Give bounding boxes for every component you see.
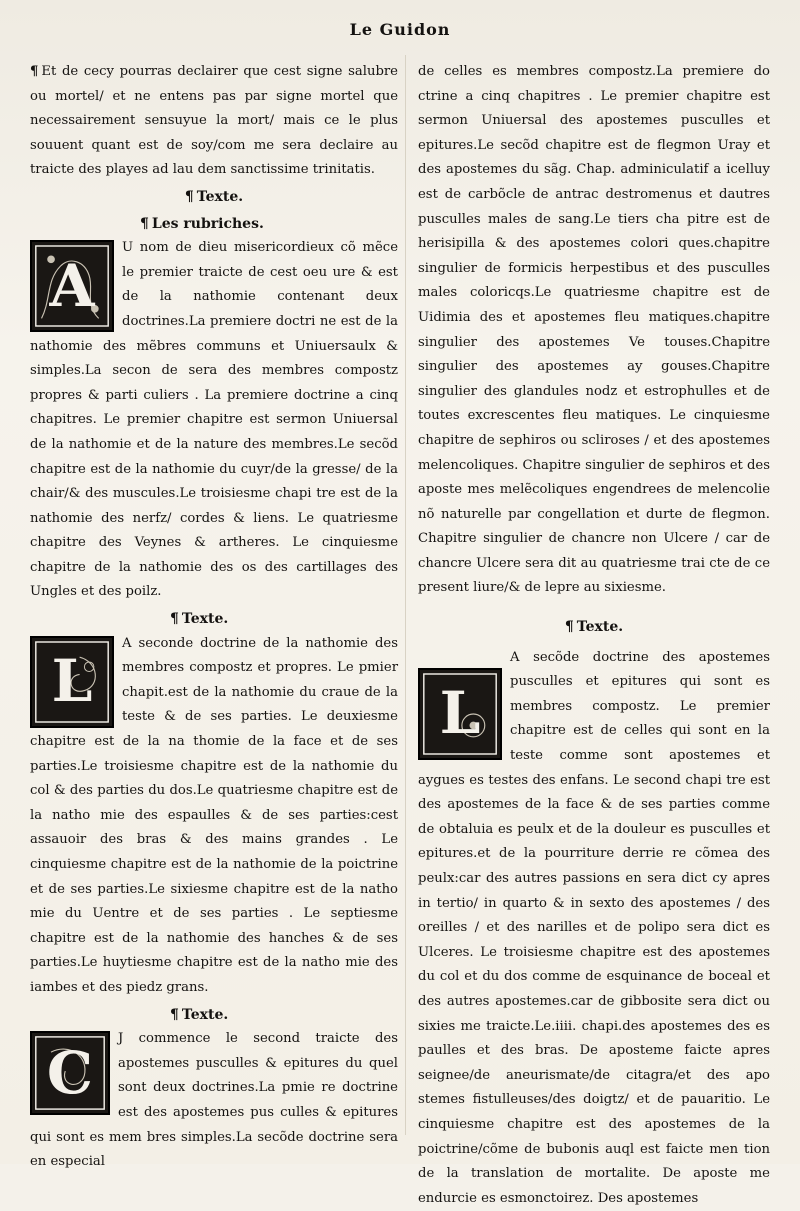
initial-letter: C: [46, 1038, 94, 1107]
initial-letter: L: [51, 647, 93, 716]
initial-letter: L: [439, 679, 481, 748]
left-heading-texte-1: [30, 185, 398, 210]
pilcrow-icon: ¶: [564, 619, 574, 636]
pilcrow-icon: ¶: [140, 215, 149, 232]
running-title: Le Guidon: [349, 20, 451, 39]
woodcut-initial-l-right: [418, 668, 502, 760]
woodcut-initial-a: [30, 240, 114, 332]
left-column: [30, 60, 398, 1175]
right-column: [418, 60, 770, 1211]
heading-text: Les rubriches.: [151, 215, 264, 232]
woodcut-initial-c: [30, 1031, 110, 1115]
right-paragraph-2: [418, 646, 770, 1211]
left-paragraph-1-text: Et de cecy pourras declairer que cest signe salubre ou mortel/ et ne entens pas par signe mortel que necessairement sensuyue la mort/ mais ce le plus souuent quant est de soy/com me sera declaire au traicte des playes ad lau dem sanctissime trinitatis.: [30, 64, 398, 178]
left-paragraph-3: [30, 632, 398, 1001]
left-heading-texte-2: [30, 607, 398, 632]
left-paragraph-1: [30, 60, 398, 183]
right-paragraph-2-text: A secõde doctrine des apostemes pusculles et epitures qui sont es membres compostz. Le premier chapitre est de celles qui sont en la teste comme sont apostemes et aygues es testes des enfans. Le second chapi tre est des apostemes de la face & de ses parties comme de obtaluia es peulx et de la douleur es pusculles et epitures.et de la pourriture derrie re cõmea des peulx:car des autres passions en sera dict cy apres in tertio/ in quarto & in sexto des apostemes / des oreilles / et des narilles et de polipo sera dict es Ulceres. Le troisiesme chapitre est des apostemes du col et du dos comme de esquinance de boceal et des autres apostemes.car de gibbosite sera dict ou sixies me traicte.Le.iiii. chapi.des apostemes des es paulles et des bras. De aposteme faicte apres seignee/de aneurismate/de citagra/et des apo stemes fistulleuses/des doigtz/ et de pauaritio. Le cinquiesme chapitre est des apostemes de la poictrine/cõme de bubonis auql est faicte men tion de la translation de mortalite. De aposte me endurcie es esmonctoirez. Des apostemes: [418, 649, 770, 1206]
pilcrow-icon: ¶: [184, 188, 194, 205]
pilcrow-icon: ¶: [170, 611, 179, 628]
heading-text: Texte.: [181, 611, 229, 628]
heading-text: Texte.: [196, 188, 244, 205]
right-heading-texte-1: [418, 615, 770, 640]
left-paragraph-3-text: A seconde doctrine de la nathomie des membres compostz et propres. Le pmier chapit.est de la nathomie du craue de la teste & de ses parties. Le deuxiesme chapitre est de la na thomie de la face et de ses parties.Le troisiesme chapitre est de la nathomie du col & des parties du dos.Le quatriesme chapitre est de la natho mie des espaulles & de ses parties:cest assauoir des bras & des mains grandes . Le cinquiesme chapitre est de la nathomie de la poictrine et de ses parties.Le sixiesme chapitre est de la natho mie du Uentre et de ses parties . Le septiesme chapitre est de la nathomie des hanches & de ses parties.Le huytiesme chapitre est de la natho mie des iambes et des piedz grans.: [30, 635, 398, 995]
left-heading-rubriches: [30, 212, 398, 237]
initial-letter: A: [49, 251, 95, 320]
left-paragraph-2: [30, 236, 398, 605]
column-gutter: [405, 55, 406, 1135]
heading-text: Texte.: [576, 619, 624, 636]
pilcrow-icon: ¶: [30, 64, 39, 79]
pilcrow-icon: ¶: [170, 1006, 179, 1023]
heading-text: Texte.: [181, 1006, 229, 1023]
left-paragraph-4-text: J commence le second traicte des apostemes pusculles & epitures du quel sont deux doctrines.La pmie re doctrine est des apostemes pus culles & epitures qui sont es mem bres simples.La secõde doctrine sera en especial: [30, 1031, 398, 1170]
left-paragraph-2-text: U nom de dieu misericordieux cõ mẽce le premier traicte de cest oeu ure & est de la nathomie contenant deux doctrines.La premiere doctri ne est de la nathomie des mẽbres communs et Uniuersaulx & simples.La secon de sera des membres compostz propres & parti culiers . La premiere doctrine a cinq chapitres. Le premier chapitre est sermon Uniuersal de la nathomie et de la nature des membres.Le secõd chapitre est de la nathomie du cuyr/de la gresse/ de la chair/& des muscules.Le troisiesme chapi tre est de la nathomie des nerfz/ cordes & liens. Le quatriesme chapitre des Veynes & artheres. Le cinquiesme chapitre de la nathomie des os des cartillages des Ungles et des poilz.: [30, 240, 398, 600]
woodcut-initial-l: [30, 636, 114, 728]
left-heading-texte-3: [30, 1003, 398, 1028]
left-paragraph-4: [30, 1027, 398, 1175]
right-paragraph-1-text: de celles es membres compostz.La premiere do ctrine a cinq chapitres . Le premier chapitre est sermon Uniuersal des apostemes pusculles et epitures.Le secõd chapitre est de flegmon Uray et des apostemes du sãg. Chap. adminiculatif a icelluy est de carbõcle de antrac destromenus et dautres pusculles males de sang.Le tiers cha pitre est de herisipilla & des apostemes colori ques.chapitre singulier de formicis herpestibus et des pusculles males coloricqs.Le quatriesme chapitre est de Uidimia des et apostemes fleu matiques.chapitre singulier des apostemes Ve touses.Chapitre singulier des apostemes ay gouses.Chapitre singulier des glandules nodz et estrophulles et de toutes excrescentes fleu matiques. Le cinquiesme chapitre de sephiros ou scliroses / et des apostemes melencoliques. Chapitre singulier de sephiros et des aposte mes melẽcoliques engendrees de melencolie nõ naturelle par congellation et durte de flegmon. Chapitre singulier de chancre non Ulcere / car de chancre Ulcere sera dit au quatriesme trai cte de ce present liure/& de lepre au sixiesme.: [418, 64, 771, 596]
